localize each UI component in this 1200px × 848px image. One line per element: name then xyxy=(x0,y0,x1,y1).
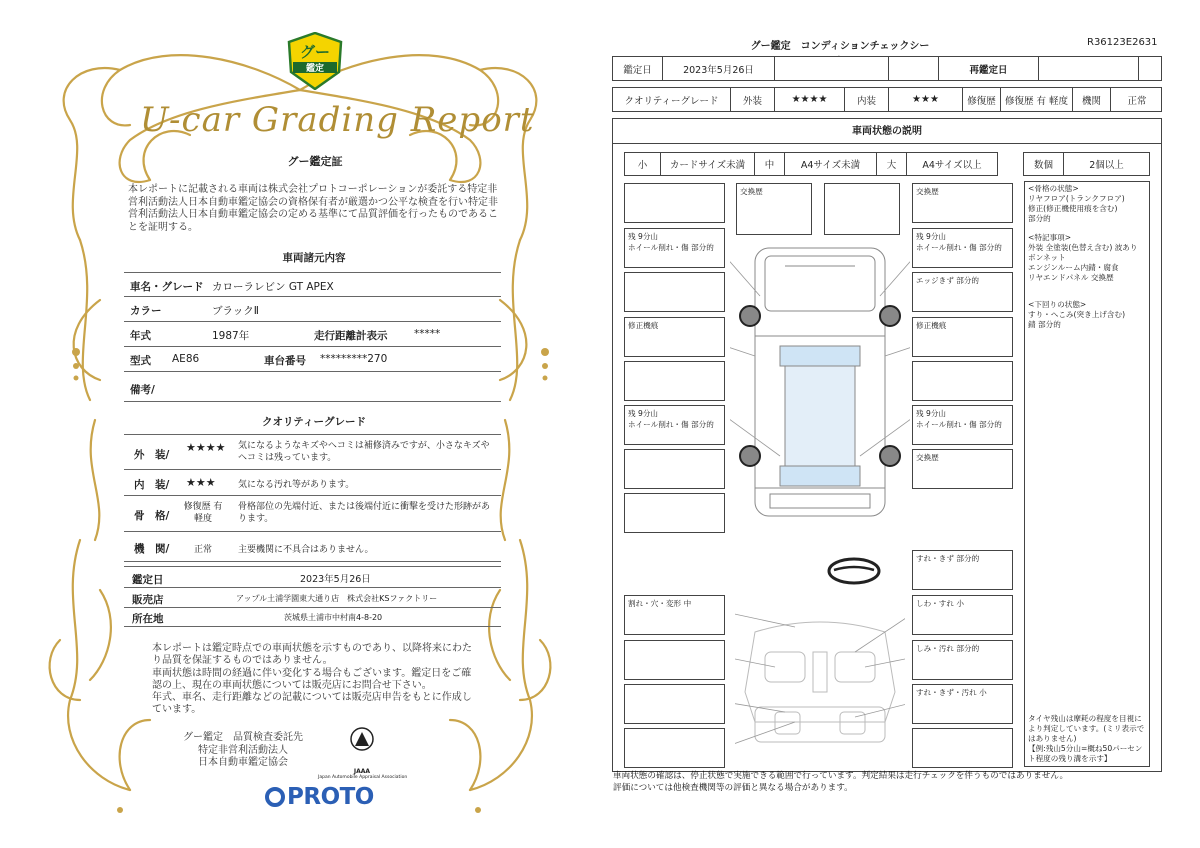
right-box-6: 残 9分山 ホイール削れ・傷 部分的 xyxy=(912,405,1013,445)
interior-right-box-4: すれ・きず・汚れ 小 xyxy=(912,684,1013,724)
left-box-2: 残 9分山 ホイール削れ・傷 部分的 xyxy=(624,228,725,268)
left-box-3 xyxy=(624,272,725,312)
specs-title: 車両諸元内容 xyxy=(282,252,346,264)
date-row: 鑑定日 2023年5月26日 再鑑定日 xyxy=(612,56,1162,81)
spec-row-color: カラー ブラックⅡ xyxy=(124,297,501,322)
special-notes: <特記事項> 外装 全塗装(色替え含む) 波あり ボンネット エンジンルーム内錆・腐食 リヤエンドパネル 交換歴 xyxy=(1028,233,1138,282)
svg-text:鑑定: 鑑定 xyxy=(305,64,325,74)
interior-right-box-1: すれ・きず 部分的 xyxy=(912,550,1013,590)
car-interior-diagram xyxy=(735,612,905,762)
wheel-front-right-icon xyxy=(880,306,900,326)
right-box-3: エッジきず 部分的 xyxy=(912,272,1013,312)
quality-title: クオリティーグレード xyxy=(262,416,366,428)
left-box-8 xyxy=(624,493,725,533)
proto-logo: PROTO xyxy=(265,784,374,810)
quality-grade-row: クオリティーグレード 外装 ★★★★ 内装 ★★★ 修復歴 修復歴 有 軽度 機関 正常 xyxy=(612,87,1162,112)
size-legend: 小 カードサイズ未満 中 A4サイズ未満 大 A4サイズ以上 xyxy=(624,152,998,176)
under-notes: <下回りの状態> すり・へこみ(突き上げ含む) 錆 部分的 xyxy=(1028,300,1126,329)
info-row-date: 鑑定日 2023年5月26日 xyxy=(124,566,501,588)
left-box-7 xyxy=(624,449,725,489)
steering-wheel-icon xyxy=(826,556,882,586)
wheel-front-left-icon xyxy=(740,306,760,326)
wheel-rear-left-icon xyxy=(740,446,760,466)
grade-row-engine: 機 関/ 正常 主要機関に不具合はありません。 xyxy=(124,532,501,562)
sheet-code: R36123E2631 xyxy=(1087,37,1158,48)
spec-row-name: 車名・グレード カローラレビン GT APEX xyxy=(124,272,501,297)
wheel-rear-right-icon xyxy=(880,446,900,466)
spec-row-remarks: 備考/ xyxy=(124,372,501,402)
spec-row-year: 年式 1987年 走行距離計表示 ***** xyxy=(124,322,501,347)
right-box-1: 交換歴 xyxy=(912,183,1013,223)
goo-kantei-logo xyxy=(287,32,343,90)
right-box-4: 修正機痕 xyxy=(912,317,1013,357)
interior-left-box-1: 割れ・穴・変形 中 xyxy=(624,595,725,635)
right-box-7: 交換歴 xyxy=(912,449,1013,489)
interior-left-box-3 xyxy=(624,684,725,724)
certificate-disclaimer: 本レポートは鑑定時点での車両状態を示すものであり、以降将来にわたり品質を保証するものではありません。 車両状態は時間の経過に伴い変化する場合もございます。鑑定日をご確認の上、現在の車両状態については販売店にお問合せ下さい。 年式、車名、走行距離などの記載については販売店申告をもとに作成しています。 xyxy=(152,643,472,716)
frame-notes: <骨格の状態> リヤフロア(トランクフロア) 修正(修正機使用痕を含む) 部分的 xyxy=(1028,184,1125,223)
cert-title: グー鑑定証 xyxy=(287,155,343,168)
interior-right-box-5 xyxy=(912,728,1013,768)
interior-right-box-2: しわ・すれ 小 xyxy=(912,595,1013,635)
right-box-2: 残 9分山 ホイール削れ・傷 部分的 xyxy=(912,228,1013,268)
top-box-1: 交換歴 xyxy=(736,183,812,235)
cert-statement: 本レポートに記載される車両は株式会社プロトコーポレーションが委託する特定非営利活動法人日本自動車鑑定協会の資格保有者が厳選かつ公平な検査を行い特定非営利活動法人日本自動車鑑定協会の定める基準にて品質評価を行ったものであることを証明する。 xyxy=(128,184,498,233)
info-row-dealer: 販売店 アップル土浦学園東大通り店 株式会社KSファクトリー xyxy=(124,588,501,608)
left-box-1 xyxy=(624,183,725,223)
left-box-6: 残 9分山 ホイール削れ・傷 部分的 xyxy=(624,405,725,445)
grade-row-exterior: 外 装/ ★★★★ 気になるようなキズやヘコミは補修済みですが、小さなキズやヘコミは残っています。 xyxy=(124,434,501,470)
inspection-credit: グー鑑定 品質検査委託先 特定非営利活動法人 日本自動車鑑定協会 xyxy=(183,732,303,768)
grade-row-interior: 内 装/ ★★★ 気になる汚れ等があります。 xyxy=(124,470,501,496)
proto-mark-icon xyxy=(265,787,285,807)
top-box-2 xyxy=(824,183,900,235)
svg-text:グー: グー xyxy=(299,43,331,61)
interior-left-box-2 xyxy=(624,640,725,680)
jaaa-emblem-icon xyxy=(347,726,377,764)
report-title: U-car Grading Report xyxy=(140,100,535,140)
interior-left-box-4 xyxy=(624,728,725,768)
right-box-5 xyxy=(912,361,1013,401)
sheet-title: グー鑑定 コンディションチェックシー xyxy=(750,41,930,52)
tire-note: タイヤ残山は摩耗の程度を目視により判定しています。(ミリ表示ではありません) 【例:残山5分山=概ね50パーセント程度の残り溝を示す】 xyxy=(1028,714,1145,763)
left-box-4: 修正機痕 xyxy=(624,317,725,357)
jaaa-logo: JAAA Japan Automobile Appraisal Association xyxy=(318,726,406,780)
car-top-view-diagram xyxy=(730,236,910,526)
interior-right-box-3: しみ・汚れ 部分的 xyxy=(912,640,1013,680)
sheet-disclaimer: 車両状態の確認は、停止状態で実施できる範囲で行っています。判定結果は走行チェックを伴うものではありません。 評価については他検査機関等の評価と異なる場合があります。 xyxy=(613,771,1069,793)
grade-row-frame: 骨 格/ 修復歴 有 軽度 骨格部位の先端付近、または後端付近に衝撃を受けた形跡があります。 xyxy=(124,496,501,532)
info-row-address: 所在地 茨城県土浦市中村南4-8-20 xyxy=(124,608,501,627)
count-legend: 数個 2個以上 xyxy=(1023,152,1150,176)
condition-check-sheet xyxy=(600,0,1200,848)
condition-title: 車両状態の説明 xyxy=(613,119,1161,144)
spec-row-model: 型式 AE86 車台番号 *********270 xyxy=(124,347,501,372)
left-box-5 xyxy=(624,361,725,401)
